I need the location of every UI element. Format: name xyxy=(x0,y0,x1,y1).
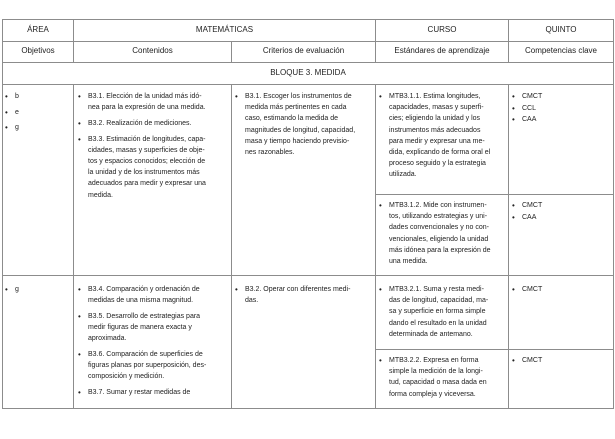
table-border-top xyxy=(2,19,614,20)
text-line: das de longitud, capacidad, ma- xyxy=(389,297,489,305)
text-line: forma compleja y viceversa. xyxy=(389,390,476,398)
list-item: • CMCT xyxy=(512,91,612,102)
contenidos-list xyxy=(78,284,230,398)
list-item: • g xyxy=(5,122,71,133)
text-line: caso, estimando la medida de xyxy=(245,115,338,123)
criterios-header: Criterios de evaluación xyxy=(262,46,345,55)
list-item: • e xyxy=(5,107,71,118)
text-line: das. xyxy=(245,297,259,305)
standard-divider xyxy=(375,194,614,195)
text-line: cidades, masas y superficies de obje- xyxy=(88,146,205,154)
area-label: ÁREA xyxy=(27,25,49,34)
standard-item xyxy=(379,284,507,340)
list-item xyxy=(78,311,230,345)
section-1-competencias-2 xyxy=(512,200,612,223)
table-border-bottom xyxy=(2,408,614,409)
objetivos-list xyxy=(5,91,71,134)
standard-item xyxy=(379,91,507,181)
competencias-list xyxy=(512,355,612,366)
text-line: medir figuras de manera exacta y xyxy=(88,324,192,332)
list-item: • g xyxy=(5,284,71,295)
text-line: B3.3. Estimación de longitudes, capa- xyxy=(88,135,206,143)
text-line: proceso seguido y la estrategia xyxy=(389,160,486,168)
text-line: MTB3.1.2. Mide con instrumen- xyxy=(389,202,487,209)
text-line: medida más pertinentes en cada xyxy=(245,104,347,112)
standard-item xyxy=(379,200,507,267)
list-item: • CMCT xyxy=(512,284,612,295)
competencias-list xyxy=(512,91,612,126)
text-line: magnitudes de longitud, capacidad, xyxy=(245,126,356,134)
text-line: B3.5. Desarrollo de estrategias para xyxy=(88,312,201,320)
contenidos-list xyxy=(78,91,230,201)
text-line: figuras planas por superposición, des- xyxy=(88,362,207,370)
text-line: simple la medición de la longi- xyxy=(389,368,483,376)
course-value: QUINTO xyxy=(545,25,577,34)
text-line: para medir y expresar una me- xyxy=(389,137,485,145)
standard-list xyxy=(379,91,507,181)
text-line: B3.1. Elección de la unidad más idó- xyxy=(88,93,202,100)
section-2-criterios xyxy=(235,284,373,311)
text-line: la unidad y de los instrumentos más xyxy=(88,169,200,177)
text-line: MTB3.1.1. Estima longitudes, xyxy=(389,93,481,100)
list-item xyxy=(235,91,373,158)
text-line: determinada de antemano. xyxy=(389,330,473,338)
section-2-standard-1 xyxy=(379,284,507,345)
text-line: vencionales, eligiendo la unidad xyxy=(389,235,489,243)
list-item: • b xyxy=(5,91,71,102)
text-line: tud, capacidad o masa dada en xyxy=(389,379,487,387)
text-line: B3.1. Escoger los instrumentos de xyxy=(245,93,352,100)
text-line: nes razonables. xyxy=(245,149,295,157)
list-item xyxy=(78,349,230,383)
subject-label: MATEMÁTICAS xyxy=(195,25,254,34)
col-divider xyxy=(508,84,509,408)
col-divider xyxy=(375,84,376,408)
standard-list xyxy=(379,355,507,400)
objetivos-header: Objetivos xyxy=(21,46,55,55)
text-line: capacidades, masas y superfi- xyxy=(389,104,484,112)
list-item xyxy=(78,118,230,129)
section-2-competencias-2 xyxy=(512,355,612,367)
text-line: utilizada. xyxy=(389,171,417,179)
list-item xyxy=(78,387,230,398)
standard-item xyxy=(379,355,507,400)
section-1-contenidos xyxy=(78,91,230,205)
text-line: MTB3.2.2. Expresa en forma xyxy=(389,357,479,364)
text-line: cies; eligiendo la unidad y los xyxy=(389,115,481,123)
criterios-list xyxy=(235,284,373,306)
row-divider xyxy=(2,62,614,63)
section-divider xyxy=(2,275,614,276)
section-1-criterios xyxy=(235,91,373,163)
standard-divider xyxy=(375,349,614,350)
competencias-list xyxy=(512,284,612,295)
row-divider xyxy=(2,41,614,42)
col-divider xyxy=(73,84,74,408)
list-item xyxy=(78,134,230,201)
section-1-standard-1 xyxy=(379,91,507,185)
text-line: una medida. xyxy=(389,258,428,266)
table-border-right xyxy=(613,19,614,408)
block-title: BLOQUE 3. MEDIDA xyxy=(270,68,346,77)
section-2-competencias-1 xyxy=(512,284,612,296)
text-line: B3.4. Comparación y ordenación de xyxy=(88,286,200,293)
text-line: adecuados para medir y expresar una xyxy=(88,180,206,188)
text-line: medidas de una misma magnitud. xyxy=(88,297,194,305)
course-label: CURSO xyxy=(427,25,457,34)
section-1-standard-2 xyxy=(379,200,507,272)
standard-list xyxy=(379,284,507,340)
section-2-contenidos xyxy=(78,284,230,403)
text-line: más idónea para la expresión de xyxy=(389,246,491,254)
contenidos-header: Contenidos xyxy=(132,46,173,55)
row-divider xyxy=(2,84,614,85)
text-line: dando el resultado en la unidad xyxy=(389,319,487,327)
list-item: • CAA xyxy=(512,212,612,223)
text-line: composición y medición. xyxy=(88,373,165,381)
text-line: B3.2. Operar con diferentes medi- xyxy=(245,286,351,293)
competencias-header: Competencias clave xyxy=(524,46,598,55)
list-item: • CCL xyxy=(512,103,612,114)
estandares-header: Estándares de aprendizaje xyxy=(394,46,490,55)
section-2-standard-2 xyxy=(379,355,507,404)
list-item: • CMCT xyxy=(512,200,612,211)
section-2-objetivos xyxy=(5,284,71,300)
text-line: B3.2. Realización de mediciones. xyxy=(88,119,192,127)
objetivos-list xyxy=(5,284,71,295)
text-line: masa y tiempo haciendo previsio- xyxy=(245,137,350,145)
text-line: MTB3.2.1. Suma y resta medi- xyxy=(389,286,484,293)
list-item xyxy=(78,91,230,113)
text-line: tos y espacios conocidos; elección de xyxy=(88,158,206,166)
text-line: nea para la expresión de una medida. xyxy=(88,104,206,112)
text-line: B3.7. Sumar y restar medidas de xyxy=(88,389,191,397)
text-line: sa y superficie en forma simple xyxy=(389,308,486,316)
competencias-list xyxy=(512,200,612,223)
criterios-list xyxy=(235,91,373,158)
list-item: • CMCT xyxy=(512,355,612,366)
section-1-objetivos xyxy=(5,91,71,138)
list-item xyxy=(78,284,230,306)
text-line: B3.6. Comparación de superficies de xyxy=(88,351,203,359)
list-item: • CAA xyxy=(512,114,612,125)
standard-list xyxy=(379,200,507,267)
text-line: aproximada. xyxy=(88,335,127,343)
text-line: instrumentos más adecuados xyxy=(389,126,481,134)
list-item xyxy=(235,284,373,306)
text-line: medida. xyxy=(88,191,113,199)
col-divider xyxy=(231,84,232,408)
section-1-competencias-1 xyxy=(512,91,612,126)
text-line: dida, explicando de forma oral el xyxy=(389,149,491,157)
text-line: dades convencionales y no con- xyxy=(389,224,490,232)
text-line: tos, utilizando estrategias y uni- xyxy=(389,213,488,221)
